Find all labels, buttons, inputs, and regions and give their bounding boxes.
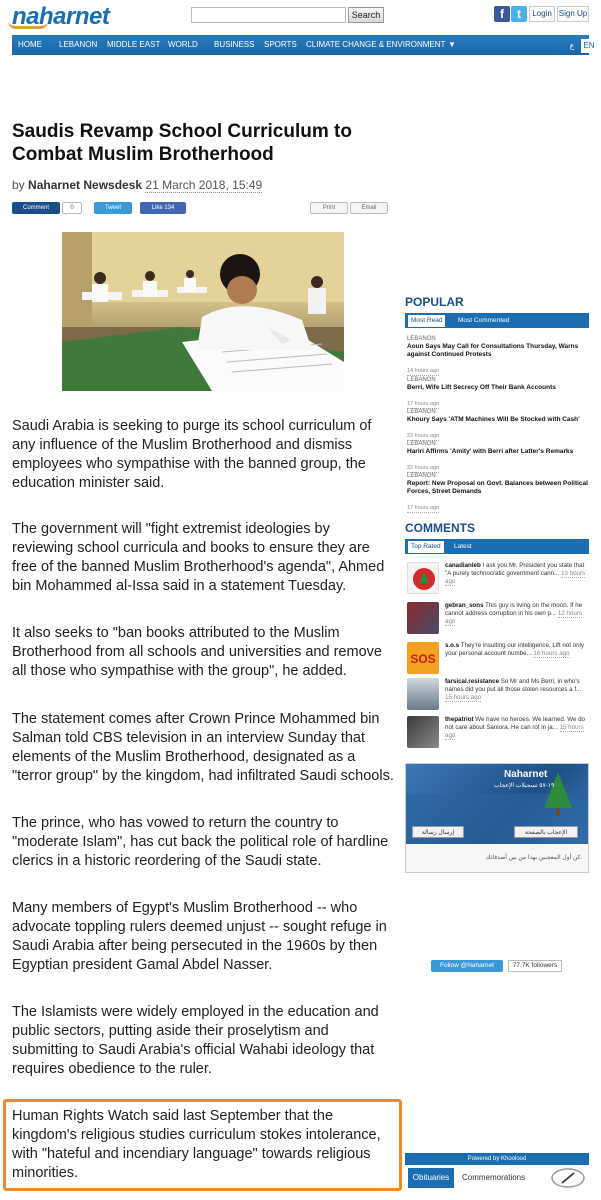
popular-tabs <box>405 313 589 328</box>
avatar[interactable] <box>407 562 439 594</box>
cedar-flag-icon <box>408 563 440 595</box>
tab-most-commented[interactable]: Most Commented <box>458 317 510 324</box>
highlight-box <box>3 1099 402 1191</box>
comment-button[interactable]: Comment <box>12 202 60 214</box>
comment-time: 15 hours ago <box>445 694 482 701</box>
main-nav <box>12 35 595 55</box>
svg-text:SOS: SOS <box>410 652 436 666</box>
twitter-follow-button[interactable]: Follow @Naharnet <box>431 960 503 972</box>
nav-sports[interactable]: SPORTS <box>264 40 297 49</box>
facebook-message-button[interactable]: إرسال رسالة <box>412 826 464 838</box>
comment-text <box>445 716 589 740</box>
popular-headline[interactable]: Hariri Affirms 'Amity' with Berri after Latter's Remarks <box>407 448 574 455</box>
popular-time: 22 hours ago <box>407 465 440 471</box>
tab-commemorations[interactable]: Commemorations <box>462 1173 526 1182</box>
facebook-banner[interactable] <box>406 764 588 844</box>
avatar[interactable] <box>407 716 439 748</box>
comment-item[interactable] <box>407 562 589 594</box>
comment-user[interactable]: gebran_sons <box>445 602 484 609</box>
tweet-button[interactable]: Tweet <box>94 202 132 214</box>
nav-climate[interactable]: CLIMATE CHANGE & ENVIRONMENT <box>306 40 446 49</box>
comments-tabs <box>405 539 589 554</box>
popular-item[interactable] <box>407 408 589 442</box>
exam-hall-illustration <box>62 232 344 391</box>
lang-arabic[interactable]: ع <box>569 41 575 50</box>
top-header <box>0 0 601 34</box>
tab-obituaries[interactable]: Obituaries <box>408 1168 454 1188</box>
twitter-followers-count: 77.7K followers <box>508 960 562 972</box>
facebook-page-like-button[interactable]: الإعجاب بالصفحة <box>514 826 578 838</box>
popular-category: LEBANON <box>407 473 436 479</box>
popular-item[interactable] <box>407 472 589 514</box>
popular-item[interactable] <box>407 376 589 410</box>
popular-category: LEBANON <box>407 336 436 342</box>
article-paragraph: The government will "fight extremist ideologies by reviewing school curricula and books to ensure they are free of the banned Muslim Brotherhood's agenda", Ahmed bin Mohammed al-Issa said in a statement Tuesday. <box>12 521 385 594</box>
article-paragraph: Many members of Egypt's Muslim Brotherhood -- who advocate toppling rulers deemed unjust -- sought refuge in Saudi Arabia after being persecuted in the 1960s by then Egyptian president Gamal Abdel Nasser. <box>12 900 387 973</box>
khoolood-logo-icon <box>550 1167 586 1189</box>
popular-headline[interactable]: Khoury Says 'ATM Machines Will Be Stocked with Cash' <box>407 416 580 423</box>
popular-category: LEBANON <box>407 409 436 415</box>
comment-text <box>445 642 589 658</box>
article-paragraph: It also seeks to "ban books attributed to the Muslim Brotherhood from all schools and universities and remove all those who sympathise with the group", he added. <box>12 625 382 679</box>
article-byline <box>12 178 262 192</box>
comment-body: They're insulting our intelligence. Lift not only your personal account numbe... <box>445 642 585 657</box>
comment-item[interactable] <box>407 716 589 748</box>
facebook-like-button[interactable]: Like 134 <box>140 202 186 214</box>
comment-body: I ask you Mr. President you state that "A purely technocratic government cann... <box>445 562 585 577</box>
popular-item[interactable] <box>407 440 589 474</box>
nav-home[interactable]: HOME <box>18 40 42 49</box>
comment-item[interactable] <box>407 642 589 674</box>
popular-category: LEBANON <box>407 441 436 447</box>
article-photo <box>62 232 344 391</box>
article-title: Saudis Revamp School Curriculum to Combat Muslim Brotherhood <box>12 121 352 165</box>
naharnet-logo[interactable] <box>12 3 109 31</box>
popular-title: POPULAR <box>405 295 464 309</box>
article-paragraph: The statement comes after Crown Prince Mohammed bin Salman told CBS television in an interview Sunday that elements of the Muslim Brotherhood, designated as a "terror group" by the kingdom, had infiltrated Saudi schools. <box>12 711 394 784</box>
facebook-likes-count: ١٩-٥٧ تسجيلات الإعجاب <box>494 783 555 789</box>
avatar[interactable] <box>407 602 439 634</box>
comments-title: COMMENTS <box>405 521 475 535</box>
comment-body: This guy is living on the moon. If he cannot address corruption in his own p... <box>445 602 583 617</box>
comment-user[interactable]: canadianleb <box>445 562 481 569</box>
login-link[interactable]: Login <box>529 6 555 22</box>
tab-top-rated[interactable]: Top Rated <box>408 541 444 553</box>
article-paragraph-highlighted: Human Rights Watch said last September that the kingdom's religious studies curriculum stokes intolerance, with "hateful and incendiary language" towards religious minorities. <box>12 1108 381 1181</box>
article-paragraph: The Islamists were widely employed in the education and public sectors, putting aside their proselytism and submitting to Saudi Arabia's official Wahabi ideology that requires obedience to the ruler. <box>12 1004 379 1077</box>
popular-time: 23 hours ago <box>407 433 440 439</box>
facebook-friends-text: كن أول المعجبين بهذا من بين أصدقائك. <box>485 855 582 861</box>
logo-swoosh-icon <box>8 21 48 29</box>
popular-item[interactable] <box>407 335 589 377</box>
popular-headline[interactable]: Berri, Wife Lift Secrecy Off Their Bank Accounts <box>407 384 556 391</box>
tab-latest[interactable]: Latest <box>454 543 472 550</box>
sos-icon <box>407 642 439 674</box>
nav-business[interactable]: BUSINESS <box>214 40 255 49</box>
comment-time: 16 hours ago <box>533 650 570 657</box>
share-bar <box>12 202 390 216</box>
facebook-page-name: Naharnet <box>504 769 548 780</box>
comment-text <box>445 678 589 702</box>
nav-more-chevron-icon[interactable]: ▼ <box>448 40 456 49</box>
comment-item[interactable] <box>407 602 589 634</box>
search-input[interactable] <box>191 7 346 23</box>
email-button[interactable]: Email <box>350 202 388 214</box>
comment-user[interactable]: farsical.resistance <box>445 678 500 685</box>
byline-by: by <box>12 178 25 192</box>
lang-english[interactable]: EN <box>581 39 597 53</box>
comment-user[interactable]: thepatriot <box>445 716 474 723</box>
byline-author[interactable]: Naharnet Newsdesk <box>28 178 143 192</box>
search-button[interactable]: Search <box>348 7 384 23</box>
byline-date: 21 March 2018, 15:49 <box>145 178 263 192</box>
tab-most-read[interactable]: Most Read <box>408 315 445 327</box>
article-paragraph: The prince, who has vowed to return the country to "moderate Islam", has cut back the political role of hardline clerics in a historic reordering of the Saudi state. <box>12 815 389 869</box>
popular-time: 17 hours ago <box>407 401 440 407</box>
comment-user[interactable]: s.o.s <box>445 642 460 649</box>
nav-world[interactable]: WORLD <box>168 40 198 49</box>
comment-time: 13 hours ago <box>445 570 586 585</box>
popular-headline[interactable]: Report: New Proposal on Govt. Balances between Political Forces, Street Demands <box>407 480 588 495</box>
comment-count: 0 <box>62 202 82 214</box>
popular-time: 14 hours ago <box>407 368 440 374</box>
comment-time: 12 hours ago <box>445 610 582 625</box>
comment-time: 15 hours ago <box>445 724 584 739</box>
article-paragraph: Saudi Arabia is seeking to purge its school curriculum of any influence of the Muslim Brotherhood and dismiss employees who sympathise with the banned group, the education minister said. <box>12 418 372 491</box>
comment-text <box>445 602 589 626</box>
facebook-page-box <box>405 763 589 873</box>
signup-link[interactable]: Sign Up <box>557 6 589 22</box>
avatar[interactable] <box>407 678 439 710</box>
comment-body: We have no heroes. We learned. We do not care about Saniora. He can rot in ja... <box>445 716 585 731</box>
facebook-icon[interactable]: f <box>494 6 510 22</box>
twitter-icon[interactable]: t <box>511 6 527 22</box>
avatar[interactable] <box>407 642 439 674</box>
print-button[interactable]: Print <box>310 202 348 214</box>
comment-item[interactable] <box>407 678 589 710</box>
popular-category: LEBANON <box>407 377 436 383</box>
comment-text <box>445 562 589 586</box>
nav-middle-east[interactable]: MIDDLE EAST <box>107 40 161 49</box>
logo-text: naharnet <box>12 3 110 30</box>
popular-headline[interactable]: Aoun Says May Call for Consultations Thursday, Warns against Continued Protests <box>407 343 579 358</box>
popular-time: 17 hours ago <box>407 505 440 511</box>
nav-lebanon[interactable]: LEBANON <box>59 40 98 49</box>
comment-body: So Mr and Ms Berri, in who's names did you put all those stolen resources a f... <box>445 678 582 693</box>
powered-by-bar[interactable]: Powered by Khoolood <box>405 1153 589 1165</box>
